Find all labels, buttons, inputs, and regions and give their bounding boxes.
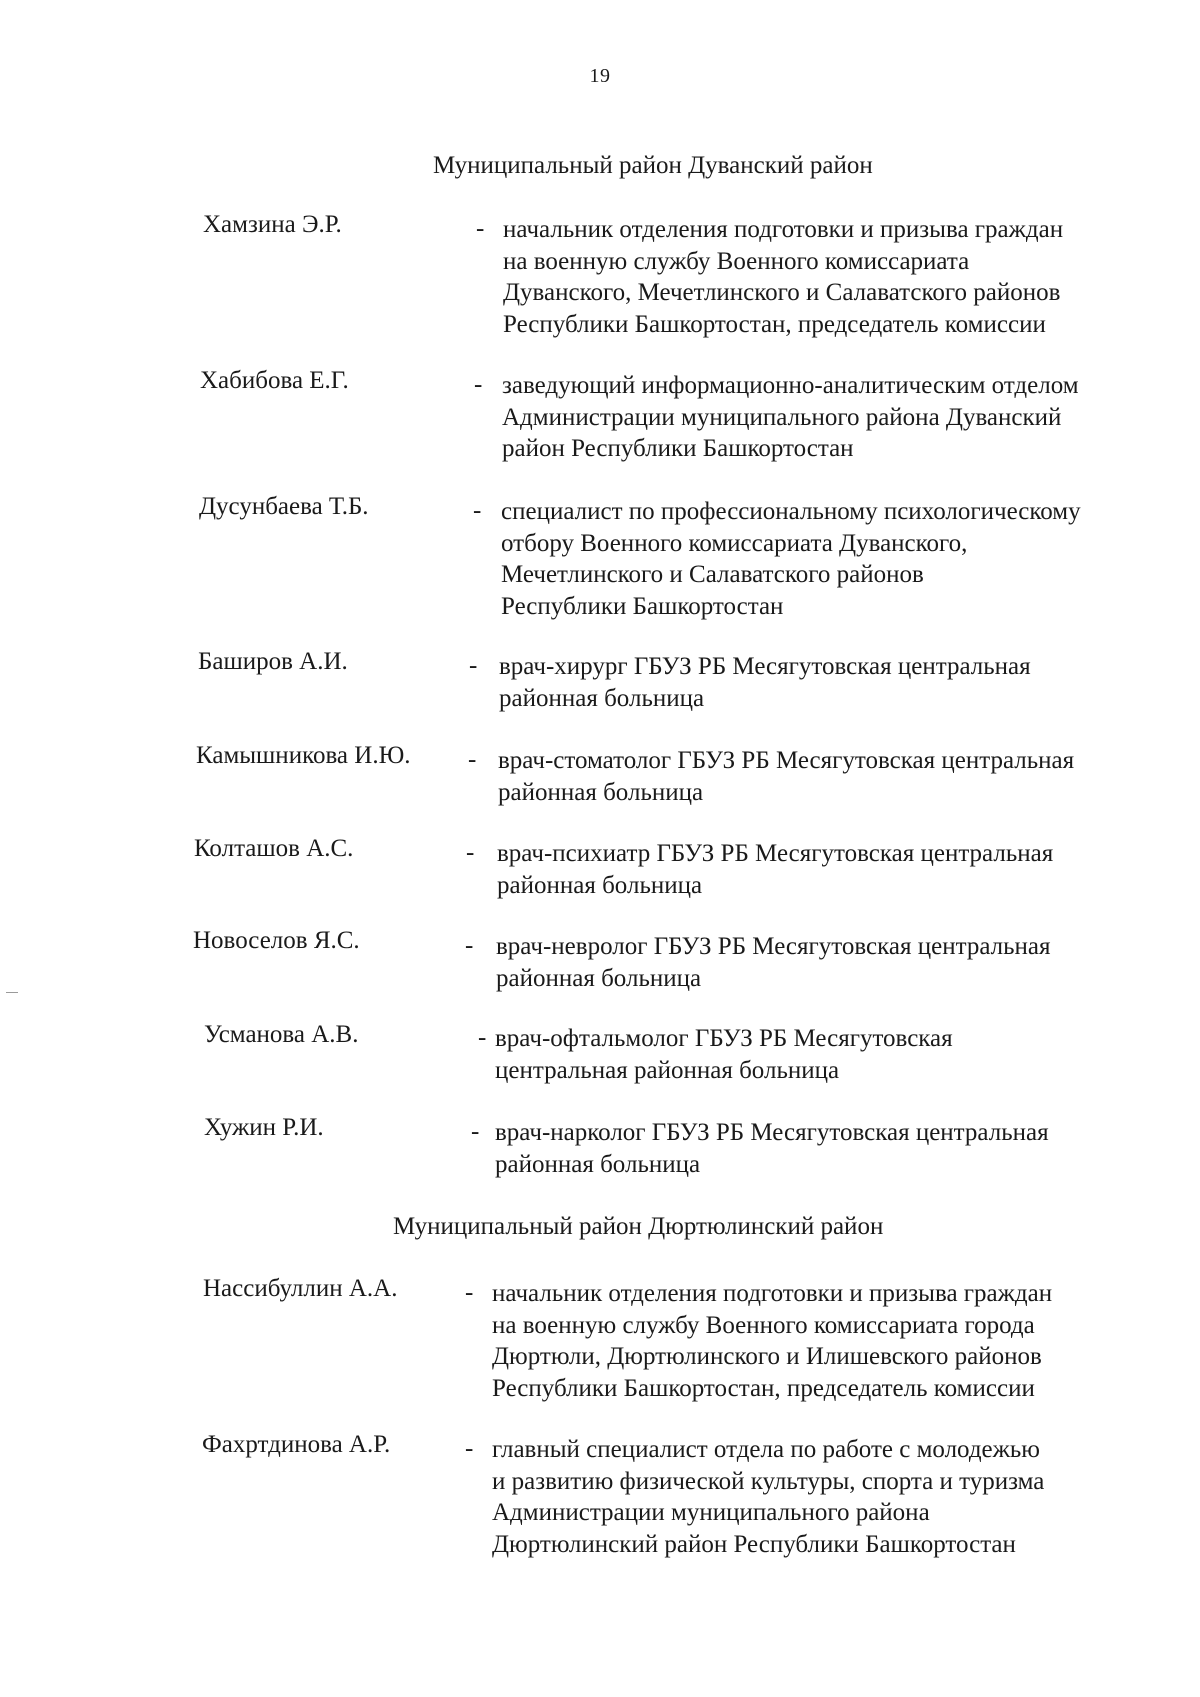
dash-separator: - [471,1118,480,1145]
member-role: врач-стоматолог ГБУЗ РБ Месягутовская центральная районная больница [498,747,1075,806]
dash-separator: - [465,1279,474,1306]
member-role: врач-психиатр ГБУЗ РБ Месягутовская центральная районная больница [497,840,1054,899]
member-name: Хужин Р.И. [204,1114,324,1141]
dash-separator: - [465,932,474,959]
scan-artifact-mark [6,992,18,993]
page-number: 19 [589,65,611,87]
member-role: главный специалист отдела по работе с молодежью и развитию физической культуры, спорта и туризма Администрации муниципального района Дюртюлинский район Республики Башкортостан [492,1436,1045,1558]
section-heading: Муниципальный район Дюртюлинский район [393,1213,884,1240]
member-role: специалист по профессиональному психологическому отбору Военного комиссариата Дуванского, Мечетлинского и Салаватского районов Республики Башкортостан [501,498,1081,620]
member-name: Хабибова Е.Г. [200,367,349,394]
member-name: Колташов А.С. [194,835,354,862]
member-role: врач-нарколог ГБУЗ РБ Месягутовская центральная районная больница [495,1119,1049,1178]
member-role: начальник отделения подготовки и призыва граждан на военную службу Военного комиссариата Дуванского, Мечетлинского и Салаватского районов Республики Башкортостан, председатель комиссии [503,216,1064,338]
member-name: Новоселов Я.С. [193,927,360,954]
member-name: Хамзина Э.Р. [203,211,342,238]
dash-separator: - [473,497,482,524]
dash-separator: - [469,652,478,679]
member-role: начальник отделения подготовки и призыва граждан на военную службу Военного комиссариата города Дюртюли, Дюртюлинского и Илишевского районов Республики Башкортостан, председатель комиссии [492,1280,1053,1402]
member-name: Фахртдинова А.Р. [202,1431,391,1458]
member-role: врач-невролог ГБУЗ РБ Месягутовская центральная районная больница [496,933,1051,992]
dash-separator: - [476,215,485,242]
member-name: Нассибуллин А.А. [203,1275,398,1302]
member-role: врач-офтальмолог ГБУЗ РБ Месягутовская центральная районная больница [495,1025,953,1084]
member-name: Камышникова И.Ю. [196,742,411,769]
section-heading: Муниципальный район Дуванский район [433,152,873,179]
member-role: врач-хирург ГБУЗ РБ Месягутовская центральная районная больница [499,653,1031,712]
dash-separator: - [465,1435,474,1462]
dash-separator: - [466,839,475,866]
member-name: Дусунбаева Т.Б. [199,493,369,520]
dash-separator: - [474,371,483,398]
member-name: Усманова А.В. [204,1021,359,1048]
member-role: заведующий информационно-аналитическим отделом Администрации муниципального района Дуванский район Республики Башкортостан [502,372,1079,462]
member-name: Баширов А.И. [198,648,348,675]
dash-separator: - [468,746,477,773]
dash-separator: - [478,1024,487,1051]
